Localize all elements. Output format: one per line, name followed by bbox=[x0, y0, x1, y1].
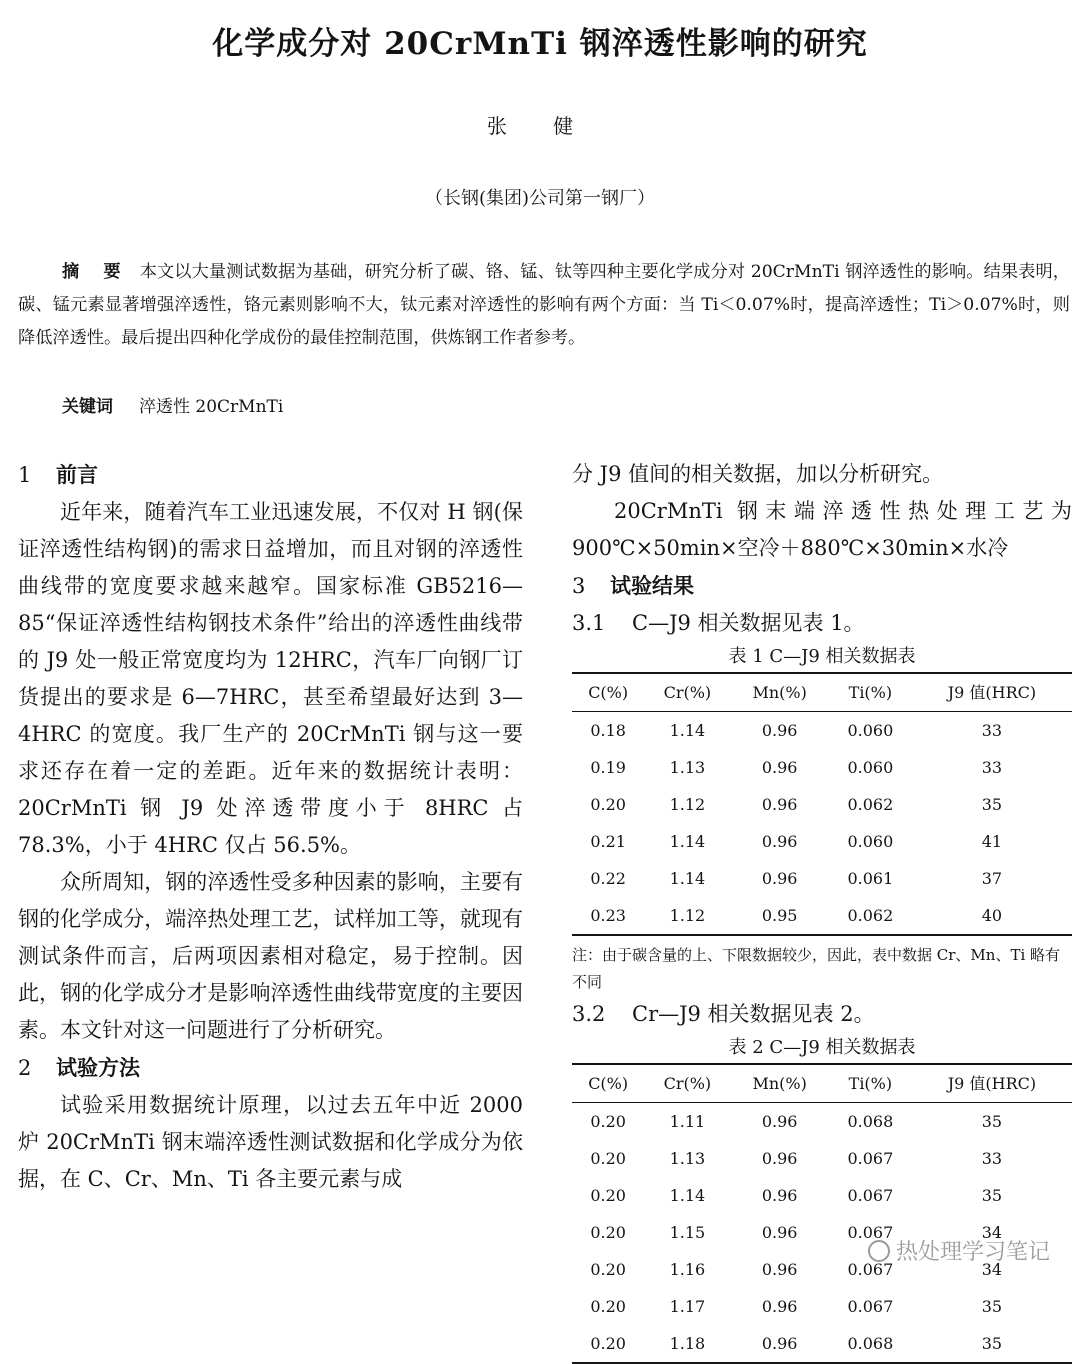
table-cell: 0.060 bbox=[847, 758, 894, 777]
table-row bbox=[572, 712, 1072, 750]
table-cell: 1.18 bbox=[644, 1325, 730, 1363]
table-cell: 1.12 bbox=[644, 897, 730, 935]
table-cell: 35 bbox=[981, 1297, 1003, 1316]
table-cell: 0.060 bbox=[847, 721, 894, 740]
table-cell: 0.96 bbox=[761, 795, 798, 814]
table-header-row bbox=[572, 1064, 1072, 1103]
table-cell: 0.21 bbox=[590, 832, 626, 851]
table-cell: 0.20 bbox=[590, 1186, 626, 1205]
right-column bbox=[572, 456, 1072, 1364]
table-header-cell: Mn(%) bbox=[730, 1064, 828, 1103]
table-cell: 0.96 bbox=[730, 1325, 828, 1363]
table-cell: 1.14 bbox=[669, 832, 706, 851]
table-cell: 0.20 bbox=[590, 1297, 626, 1316]
table-cell: 1.14 bbox=[669, 721, 706, 740]
table-cell: 33 bbox=[981, 1149, 1003, 1168]
table-row bbox=[572, 749, 1072, 786]
watermark-text: 热处理学习笔记 bbox=[895, 1240, 1050, 1265]
table-cell: 0.068 bbox=[829, 1325, 912, 1363]
table-cell: 1.13 bbox=[669, 1149, 706, 1168]
table-cell: 35 bbox=[981, 1112, 1003, 1131]
table-cell: 0.067 bbox=[847, 1186, 894, 1205]
table-cell: 0.23 bbox=[572, 897, 644, 935]
table-cell: 35 bbox=[981, 1186, 1003, 1205]
table-1-caption: 表 1 C—J9 相关数据表 bbox=[728, 646, 916, 667]
abstract bbox=[18, 256, 1070, 355]
section-1-heading: 1 前言 bbox=[18, 462, 98, 487]
table-cell: 41 bbox=[981, 832, 1003, 851]
table-2 bbox=[572, 1063, 1072, 1364]
table-cell: 0.96 bbox=[761, 832, 798, 851]
table-cell: 37 bbox=[981, 869, 1003, 888]
table-cell: 34 bbox=[981, 1260, 1003, 1279]
table-cell: 0.96 bbox=[761, 1186, 798, 1205]
table-cell: 35 bbox=[912, 1325, 1072, 1363]
table-cell: 0.20 bbox=[590, 1260, 626, 1279]
table-header-cell: Cr(%) bbox=[644, 1064, 730, 1103]
table-2-caption: 表 2 C—J9 相关数据表 bbox=[728, 1037, 916, 1058]
keywords-text: 淬透性 20CrMnTi bbox=[139, 397, 284, 417]
table-1-note: 注：由于碳含量的上、下限数据较少，因此，表中数据 Cr、Mn、Ti 略有不同 bbox=[572, 946, 1061, 991]
table-cell: 0.96 bbox=[761, 869, 798, 888]
section-1-paragraph-1: 近年来，随着汽车工业迅速发展，不仅对 H 钢(保证淬透性结构钢)的需求日益增加，而且对钢的淬透性曲线带的宽度要求越来越窄。国家标准 GB5216—85“保证淬透性结构钢技术条件”给出的淬透性曲线带的 J9 处一般正常宽度均为 12HRC，汽车厂向钢厂订货提出的要求是 6—7HRC，甚至希望最好达到 3—4HRC 的宽度。我厂生产的 20CrMnTi 钢与这一要求还存在着一定的差距。近年来的数据统计表明：20CrMnTi 钢 J9 处淬透带度小于 8HRC 占 78.3%，小于 4HRC 仅占 56.5%。 bbox=[18, 500, 523, 857]
table-cell: 0.061 bbox=[847, 869, 894, 888]
table-cell: 0.96 bbox=[761, 1260, 798, 1279]
table-cell: 1.14 bbox=[669, 1186, 706, 1205]
keywords-label: 关键词 bbox=[62, 397, 113, 417]
table-row bbox=[572, 1325, 1072, 1363]
abstract-label: 摘 要 bbox=[62, 262, 130, 282]
table-cell: 40 bbox=[912, 897, 1072, 935]
table-cell: 0.20 bbox=[590, 795, 626, 814]
section-2-paragraph-1-continued: 分 J9 值间的相关数据，加以分析研究。 bbox=[572, 462, 944, 486]
table-cell: 0.067 bbox=[847, 1260, 894, 1279]
section-2-paragraph-2: 20CrMnTi 钢末端淬透性热处理工艺为 900℃×50min×空冷＋880℃×30min×水冷 bbox=[572, 499, 1072, 560]
table-cell: 0.060 bbox=[847, 832, 894, 851]
table-cell: 0.19 bbox=[590, 758, 626, 777]
table-cell: 1.12 bbox=[669, 795, 706, 814]
table-cell: 0.96 bbox=[761, 1297, 798, 1316]
table-header-cell: Ti(%) bbox=[829, 1064, 912, 1103]
table-row bbox=[572, 897, 1072, 935]
section-1-paragraph-2: 众所周知，钢的淬透性受多种因素的影响，主要有钢的化学成分，端淬热处理工艺，试样加工等，就现有测试条件而言，后两项因素相对稳定，易于控制。因此，钢的化学成分才是影响淬透性曲线带宽度的主要因素。本文针对这一问题进行了分析研究。 bbox=[18, 870, 523, 1042]
table-row bbox=[572, 860, 1072, 897]
table-cell: 0.20 bbox=[590, 1112, 626, 1131]
wechat-icon bbox=[868, 1240, 890, 1262]
table-cell: 0.96 bbox=[761, 721, 798, 740]
table-cell: 0.067 bbox=[847, 1223, 894, 1242]
table-cell: 0.20 bbox=[572, 1325, 644, 1363]
table-header-cell: J9 值(HRC) bbox=[912, 1064, 1072, 1103]
subsection-3-1: 3.1 C—J9 相关数据见表 1。 bbox=[572, 611, 865, 635]
table-row bbox=[572, 1288, 1072, 1325]
table-cell: 33 bbox=[981, 758, 1003, 777]
table-cell: 0.20 bbox=[590, 1149, 626, 1168]
table-row bbox=[572, 1177, 1072, 1214]
table-cell: 1.14 bbox=[669, 869, 706, 888]
left-column bbox=[18, 456, 523, 1198]
table-row bbox=[572, 1103, 1072, 1141]
table-header-cell: C(%) bbox=[572, 1064, 644, 1103]
paper-title: 化学成分对 20CrMnTi 钢淬透性影响的研究 bbox=[212, 26, 868, 62]
table-cell: 34 bbox=[981, 1223, 1003, 1242]
table-cell: 33 bbox=[981, 721, 1003, 740]
table-cell: 0.95 bbox=[730, 897, 828, 935]
table-cell: 0.20 bbox=[590, 1223, 626, 1242]
table-row bbox=[572, 786, 1072, 823]
table-cell: 0.062 bbox=[847, 795, 894, 814]
table-cell: 0.062 bbox=[829, 897, 912, 935]
table-cell: 0.96 bbox=[761, 1149, 798, 1168]
table-header-cell: C(%) bbox=[572, 673, 644, 712]
table-cell: 0.067 bbox=[847, 1297, 894, 1316]
table-cell: 1.17 bbox=[669, 1297, 706, 1316]
table-cell: 0.22 bbox=[590, 869, 626, 888]
table-1 bbox=[572, 672, 1072, 936]
subsection-3-2: 3.2 Cr—J9 相关数据见表 2。 bbox=[572, 1002, 875, 1026]
watermark bbox=[868, 1235, 1050, 1266]
table-header-cell: Ti(%) bbox=[829, 673, 912, 712]
table-cell: 35 bbox=[981, 795, 1003, 814]
table-cell: 0.96 bbox=[761, 1112, 798, 1131]
section-3-heading: 3 试验结果 bbox=[572, 573, 694, 598]
table-cell: 0.067 bbox=[847, 1149, 894, 1168]
table-row bbox=[572, 1140, 1072, 1177]
table-header-cell: Mn(%) bbox=[730, 673, 828, 712]
table-cell: 1.16 bbox=[669, 1260, 706, 1279]
table-cell: 1.15 bbox=[669, 1223, 706, 1242]
table-header-row bbox=[572, 673, 1072, 712]
table-cell: 0.068 bbox=[847, 1112, 894, 1131]
table-header-cell: Cr(%) bbox=[644, 673, 730, 712]
abstract-text: 本文以大量测试数据为基础，研究分析了碳、铬、锰、钛等四种主要化学成分对 20CrMnTi 钢淬透性的影响。结果表明，碳、锰元素显著增强淬透性，铬元素则影响不大，钛元素对淬透性的影响有两个方面：当 Ti＜0.07%时，提高淬透性；Ti＞0.07%时，则降低淬透性。最后提出四种化学成份的最佳控制范围，供炼钢工作者参考。 bbox=[18, 262, 1070, 348]
table-cell: 1.13 bbox=[669, 758, 706, 777]
author: 张 健 bbox=[486, 114, 594, 138]
table-cell: 0.96 bbox=[761, 1223, 798, 1242]
table-row bbox=[572, 823, 1072, 860]
table-header-cell: J9 值(HRC) bbox=[912, 673, 1072, 712]
section-2-paragraph-1: 试验采用数据统计原理，以过去五年中近 2000 炉 20CrMnTi 钢末端淬透性测试数据和化学成分为依据，在 C、Cr、Mn、Ti 各主要元素与成 bbox=[18, 1093, 523, 1191]
table-cell: 1.11 bbox=[669, 1112, 706, 1131]
table-cell: 0.18 bbox=[590, 721, 626, 740]
affiliation: （长钢(集团)公司第一钢厂） bbox=[424, 188, 656, 209]
table-cell: 0.96 bbox=[761, 758, 798, 777]
keywords bbox=[62, 392, 283, 417]
section-2-heading: 2 试验方法 bbox=[18, 1055, 140, 1080]
